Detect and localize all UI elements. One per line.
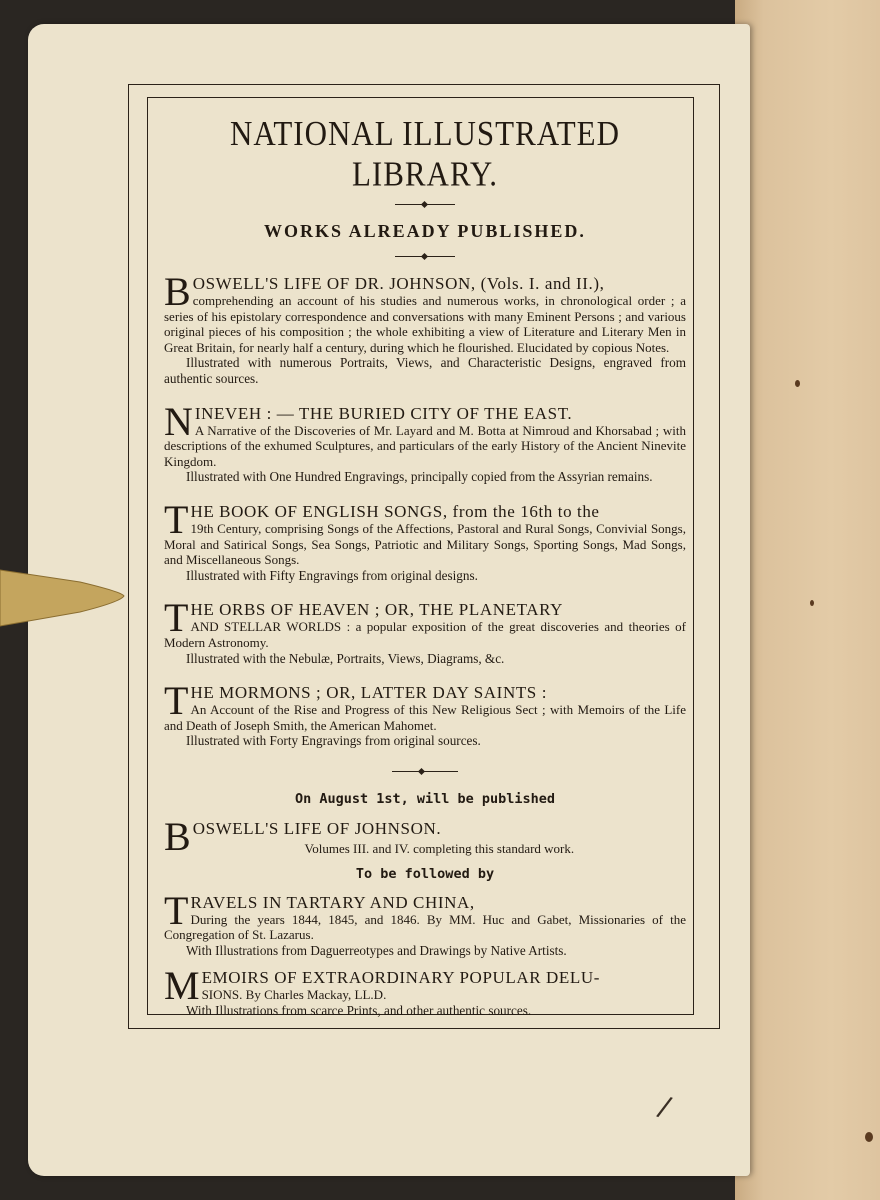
entry-description: 19th Century, comprising Songs of the Affections, Pastoral and Rural Songs, Convivial Songs, Moral and Satirical Songs, Sea Songs, Patriotic and Military Songs, Sporting Songs, Mad Songs, and Miscellaneous Songs.	[164, 520, 686, 568]
book-entry-nineveh	[164, 398, 686, 485]
book-entry-travels	[164, 887, 686, 959]
page-title: NATIONAL ILLUSTRATED LIBRARY.	[230, 113, 620, 194]
entry-heading: HE BOOK OF ENGLISH SONGS, from the 16th to the	[190, 501, 600, 521]
drop-cap: B	[164, 269, 191, 314]
ornament-rule	[395, 256, 455, 257]
paper-spot	[865, 1132, 873, 1142]
entry-illustrations: Illustrated with the Nebulæ, Portraits, Views, Diagrams, &c.	[186, 650, 505, 666]
drop-cap: T	[164, 678, 189, 724]
entry-description: AND STELLAR WORLDS : a popular exposition of the great discoveries and theories of Modern Astronomy.	[164, 619, 686, 650]
drop-cap: N	[164, 398, 193, 444]
ornament-rule	[395, 204, 455, 205]
ornament-rule	[392, 771, 458, 772]
drop-cap: T	[164, 595, 189, 641]
august-notice: On August 1st, will be published	[294, 790, 556, 807]
entry-heading: RAVELS IN TARTARY AND CHINA,	[190, 892, 475, 912]
entry-illustrations: With Illustrations from scarce Prints, and other authentic sources.	[186, 1003, 532, 1019]
book-entry-orbs	[164, 595, 686, 666]
entry-heading: OSWELL'S LIFE OF JOHNSON.	[192, 819, 442, 839]
entry-description: During the years 1844, 1845, and 1846. By MM. Huc and Gabet, Missionaries of the Congregation of St. Lazarus.	[164, 911, 686, 943]
facing-page	[735, 0, 880, 1200]
entry-heading: EMOIRS OF EXTRAORDINARY POPULAR DELU-	[201, 968, 601, 988]
pencil-mark: /	[654, 1089, 675, 1124]
entry-heading: OSWELL'S LIFE OF DR. JOHNSON, (Vols. I. and II.),	[192, 274, 605, 293]
entry-description: An Account of the Rise and Progress of this New Religious Sect ; with Memoirs of the Life and Death of Joseph Smith, the American Mahomet.	[164, 702, 686, 733]
book-entry-memoirs	[164, 963, 686, 1019]
entry-illustrations: Illustrated with numerous Portraits, Views, and Characteristic Designs, engraved from authentic sources.	[164, 355, 686, 386]
section-subtitle: WORKS ALREADY PUBLISHED.	[264, 221, 586, 241]
entry-heading: INEVEH : — THE BURIED CITY OF THE EAST.	[194, 403, 573, 423]
paper-spot	[810, 600, 814, 606]
entry-description: Volumes III. and IV. completing this standard work.	[304, 841, 575, 857]
followed-notice: To be followed by	[355, 866, 495, 883]
entry-description: A Narrative of the Discoveries of Mr. Layard and M. Botta at Nimroud and Khorsabad ; with descriptions of the exhumed Sculptures, and particulars of the early History of the Ancient Ninevite Kingdom.	[164, 422, 686, 469]
drop-cap: M	[164, 963, 200, 1009]
entry-description: comprehending an account of his studies and numerous works, in chronological order ; a series of his epistolary correspondence and conversations with many Eminent Persons ; and various original pieces of his composition ; the whole exhibiting a view of Literature and Literary Men in Great Britain, for nearly half a century, during which he flourished. Elucidated by copious Notes.	[164, 293, 686, 355]
entry-heading: HE MORMONS ; OR, LATTER DAY SAINTS :	[190, 683, 548, 703]
paper-spot	[795, 380, 800, 387]
book-entry-mormons	[164, 678, 686, 749]
entry-description: SIONS. By Charles Mackay, LL.D.	[201, 987, 387, 1003]
entry-illustrations: With Illustrations from Daguerreotypes and Drawings by Native Artists.	[186, 942, 567, 958]
entry-illustrations: Illustrated with Forty Engravings from original sources.	[186, 733, 481, 749]
book-entry-boswell-continued	[164, 814, 686, 860]
bookmark-icon	[0, 560, 126, 630]
entry-illustrations: Illustrated with Fifty Engravings from original designs.	[186, 567, 478, 583]
entry-illustrations: Illustrated with One Hundred Engravings, principally copied from the Assyrian remains.	[186, 469, 653, 485]
book-entry-songs	[164, 496, 686, 583]
drop-cap: T	[164, 496, 189, 542]
drop-cap: B	[164, 814, 191, 860]
advertisement-content	[164, 112, 686, 1019]
book-entry-boswell	[164, 269, 686, 387]
drop-cap: T	[164, 887, 189, 933]
entry-heading: HE ORBS OF HEAVEN ; OR, THE PLANETARY	[190, 600, 563, 620]
